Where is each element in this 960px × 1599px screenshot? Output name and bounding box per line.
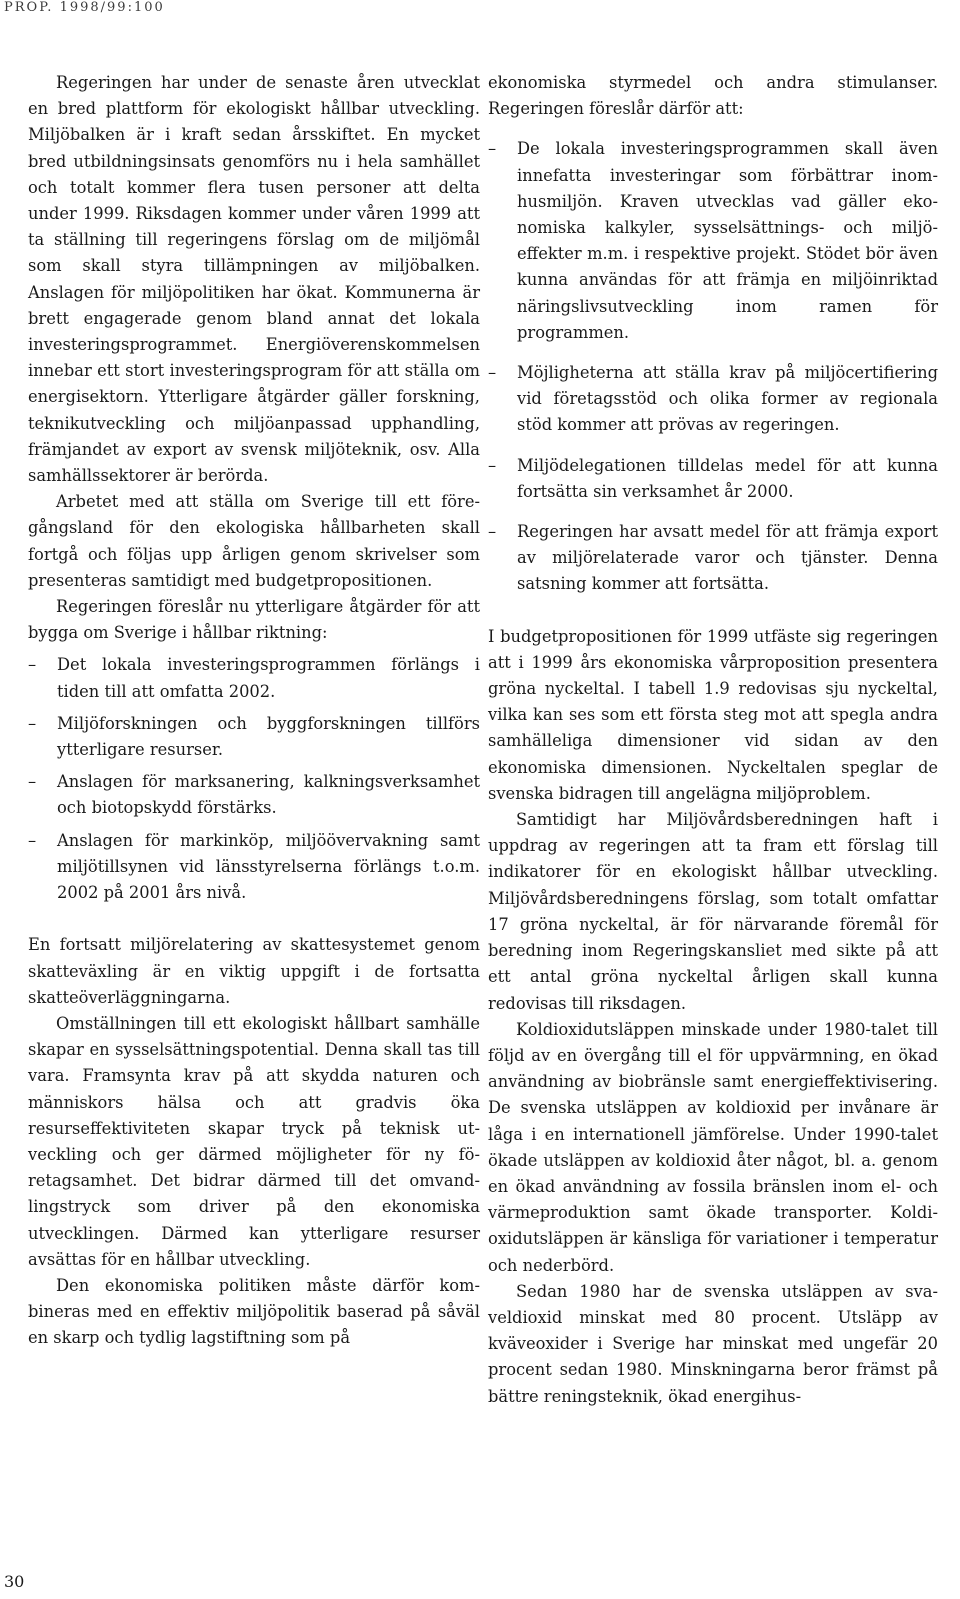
list-item: – Miljödelegationen tilldelas medel för att kunna fortsätta sin verksamhet år 2000. xyxy=(488,453,938,505)
running-head: PROP. 1998/99:100 xyxy=(4,0,165,15)
list-item: – Anslagen för marksanering, kalkningsverksamhet och biotopskydd förstärks. xyxy=(28,769,480,821)
page-number: 30 xyxy=(4,1572,25,1591)
list-item: – Det lokala investeringsprogrammen förlängs i tiden till att omfatta 2002. xyxy=(28,652,480,704)
paragraph: Samtidigt har Miljövårdsberedningen haft i uppdrag av regeringen att ta fram ett förslag till indikatorer för en ekologiskt hållbar utveckling. Miljövårdsberedningens förslag, som totalt omfattar 17 gröna nyckeltal, är för närvarande föremål för beredning inom Regeringskansliet med sikte på att ett antal gröna nyckeltal årligen skall kunna redovisas till riksdagen. xyxy=(488,810,938,1013)
paragraph: Koldioxidutsläppen minskade under 1980-talet till följd av en övergång till el för uppvärmning, en ökad användning av biobränsle samt energieffektivisering. De svenska utsläppen av koldioxid per invånare är låga i en internationell jämförelse. Under 1990-talet ökade utsläppen av koldioxid åter något, bl. a. genom en ökad användning av fossila bränslen inom el- och värmeproduktion samt ökade transporter. Koldioxidutsläppen är känsliga för variationer i temperatur och nederbörd. xyxy=(488,1019,938,1275)
list-item: – Anslagen för markinköp, miljöövervakning samt miljötillsynen vid länsstyrelserna förlängs t.o.m. 2002 på 2001 års nivå. xyxy=(28,828,480,907)
paragraph: Regeringen föreslår nu ytterligare åtgärder för att bygga om Sverige i hållbar riktning: xyxy=(28,597,480,643)
right-column xyxy=(488,70,938,1410)
proposal-list xyxy=(488,136,938,597)
paragraph: Sedan 1980 har de svenska utsläppen av svaveldioxid minskat med 80 procent. Utsläpp av kväveoxider i Sverige har minskat med ungefär 20 procent sedan 1980. Minskningarna beror främst på bättre reningsteknik, ökad energihus- xyxy=(488,1281,938,1406)
paragraph: Regeringen har under de senaste åren utvecklat en bred plattform för ekologiskt hållbar utveckling. Miljöbalken är i kraft sedan årsskiftet. En mycket bred utbildningsinsats genomförs nu i hela samhället och totalt kommer flera tusen personer att delta under 1999. Riksdagen kommer under våren 1999 att ta ställning till regeringens förslag om de miljömål som skall styra tillämpningen av miljöbalken. Anslagen för miljöpolitiken har ökat. Kommunerna är brett engagerade genom bland annat det lokala investeringsprogrammet. Energiöverenskommelsen innebar ett stort investeringsprogram för att ställa om energisektorn. Ytterligare åtgärder gäller forskning, teknikutveckling och miljöanpassad upphandling, främjandet av export av svensk miljöteknik, osv. Alla samhällssektorer är berörda. xyxy=(28,73,480,486)
paragraph: I budgetpropositionen för 1999 utfäste sig regeringen att i 1999 års ekonomiska vårproposition presentera gröna nyckeltal. I tabell 1.9 redovisas sju nyckeltal, vilka kan ses som ett första steg mot att spegla andra samhälleliga dimensioner vid sidan av den ekonomiska dimensionen. Nyckeltalen speglar de svenska bidragen till angelägna miljöproblem. xyxy=(488,626,938,803)
paragraph: En fortsatt miljörelatering av skattesystemet genom skatteväxling är en viktig uppgift i de fortsatta skatteöverläggningarna. xyxy=(28,935,480,1007)
paragraph: Arbetet med att ställa om Sverige till ett föregångsland för den ekologiska hållbarheten skall fortgå och följas upp årligen genom skrivelser som presenteras samtidigt med budgetpropositionen. xyxy=(28,492,480,590)
paragraph: Den ekonomiska politiken måste därför kombineras med en effektiv miljöpolitik baserad på såväl en skarp och tydlig lagstiftning som på xyxy=(28,1275,480,1348)
list-item: – Möjligheterna att ställa krav på miljöcertifiering vid företagsstöd och olika former av regionala stöd kommer att prövas av regeringen. xyxy=(488,360,938,439)
list-item: – De lokala investeringsprogrammen skall även innefatta investeringar som förbättrar inomhusmiljön. Kraven utvecklas vad gäller ekonomiska kalkyler, sysselsättnings- och miljöeffekter m.m. i respektive projekt. Stödet bör även kunna användas för att främja en miljöinriktad näringslivsutveckling inom ramen för programmen. xyxy=(488,136,938,346)
paragraph: Omställningen till ett ekologiskt hållbart samhälle skapar en sysselsättningspotential. Denna skall tas till vara. Framsynta krav på att skydda naturen och människors hälsa och att gradvis öka resurseffektiviteten skapar tryck på teknisk utveckling och ger därmed möjligheter för ny företagsamhet. Det bidrar därmed till det omvandlingstryck som driver på den ekonomiska utvecklingen. Därmed kan ytterligare resurser avsättas för en hållbar utveckling. xyxy=(28,1013,480,1269)
list-item: – Regeringen har avsatt medel för att främja export av miljörelaterade varor och tjänster. Denna satsning kommer att fortsätta. xyxy=(488,519,938,598)
paragraph: ekonomiska styrmedel och andra stimulanser. Regeringen föreslår därför att: xyxy=(488,73,938,119)
left-column xyxy=(28,70,480,1352)
proposal-list xyxy=(28,652,480,906)
list-item: – Miljöforskningen och byggforskningen tillförs ytterligare resurser. xyxy=(28,711,480,763)
